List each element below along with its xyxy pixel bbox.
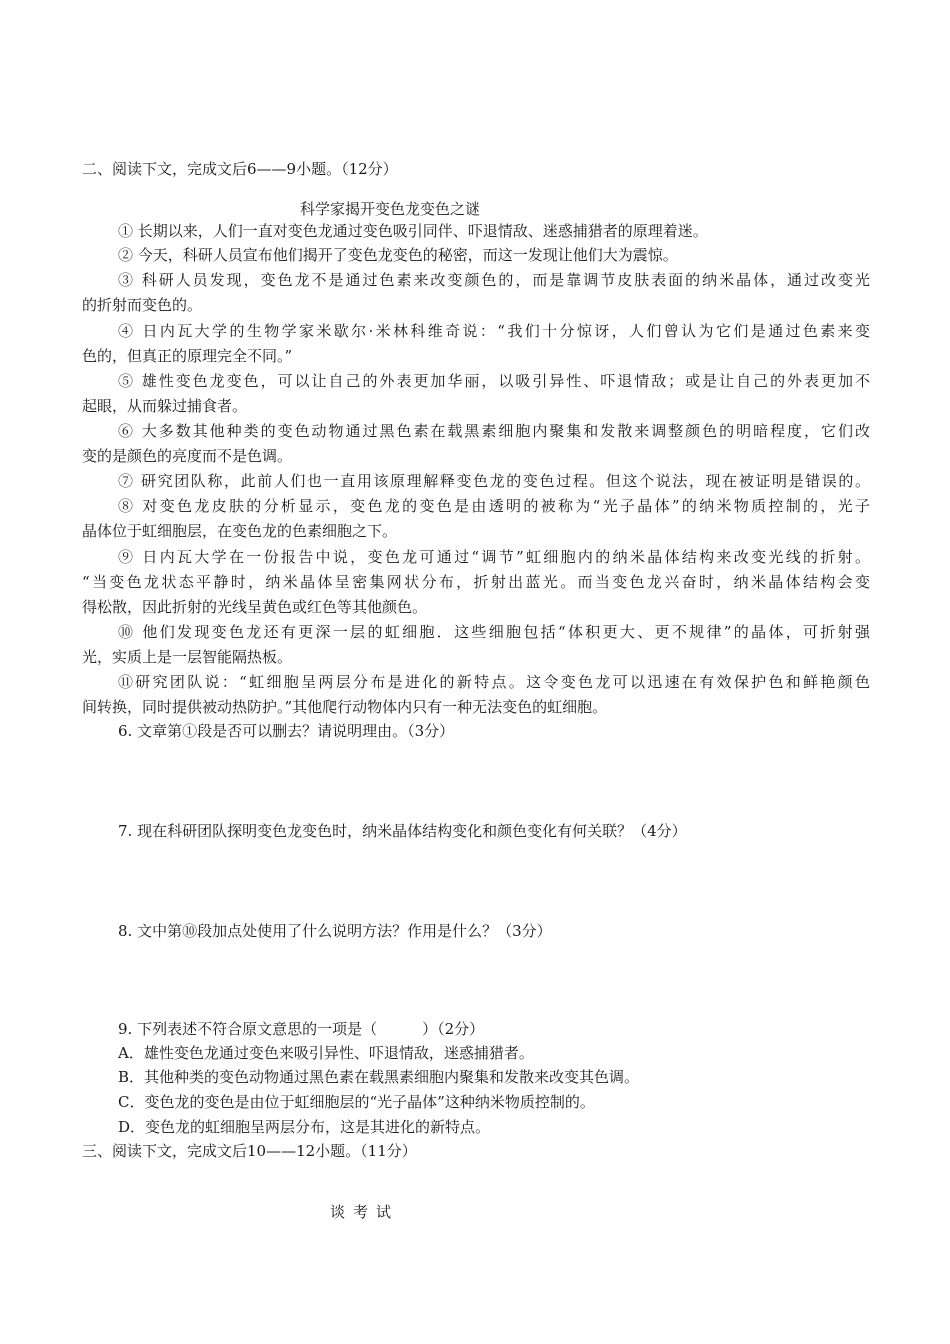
paragraph-8-line-1: ⑧ 对变色龙皮肤的分析显示，变色龙的变色是由透明的被称为“光子晶体”的纳米物质控制的，光子: [118, 497, 870, 515]
paragraph-11-line-1: ⑪研究团队说：“虹细胞呈两层分布是进化的新特点。这令变色龙可以迅速在有效保护色和鲜艳颜色: [118, 673, 870, 691]
paragraph-8-line-2: 晶体位于虹细胞层，在变色龙的色素细胞之下。: [82, 522, 398, 540]
paragraph-5-line-1: ⑤ 雄性变色龙变色，可以让自己的外表更加华丽，以吸引异性、吓退情敌；或是让自己的外表更加不: [118, 372, 870, 390]
paragraph-9-line-2: “当变色龙状态平静时，纳米晶体呈密集网状分布，折射出蓝光。而当变色龙兴奋时，纳米晶体结构会变: [82, 573, 870, 591]
paragraph-10-line-2: 光，实质上是一层智能隔热板。: [82, 648, 293, 666]
paragraph-5-line-2: 起眼，从而躲过捕食者。: [82, 397, 248, 415]
section3-heading: 三、阅读下文，完成文后10——12小题。（11分）: [82, 1142, 417, 1160]
paragraph-4-line-2: 色的，但真正的原理完全不同。”: [82, 347, 293, 365]
paragraph-2: ② 今天，科研人员宣布他们揭开了变色龙变色的秘密，而这一发现让他们大为震惊。: [118, 246, 678, 264]
paragraph-3-line-1: ③ 科研人员发现，变色龙不是通过色素来改变颜色的，而是靠调节皮肤表面的纳米晶体，通过改变光: [118, 271, 870, 289]
paragraph-9-line-1: ⑨ 日内瓦大学在一份报告中说，变色龙可通过“调节”虹细胞内的纳米晶体结构来改变光线的折射。: [118, 548, 870, 566]
option-d: D．变色龙的虹细胞呈两层分布，这是其进化的新特点。: [118, 1118, 491, 1136]
paragraph-4-line-1: ④ 日内瓦大学的生物学家米歇尔·米林科维奇说：“我们十分惊讶，人们曾认为它们是通过色素来变: [118, 322, 870, 340]
question-7: 7. 现在科研团队探明变色龙变色时，纳米晶体结构变化和颜色变化有何关联？（4分）: [118, 822, 687, 840]
option-c: C．变色龙的变色是由位于虹细胞层的“光子晶体”这种纳米物质控制的。: [118, 1093, 595, 1111]
question-8: 8. 文中第⑩段加点处使用了什么说明方法？作用是什么？（3分）: [118, 922, 552, 940]
article-title: 科学家揭开变色龙变色之谜: [300, 200, 481, 218]
paragraph-10-line-1: ⑩ 他们发现变色龙还有更深一层的虹细胞．这些细胞包括“体积更大、更不规律”的晶体，可折射强: [118, 623, 870, 641]
section2-heading: 二、阅读下文，完成文后6——9小题。（12分）: [82, 160, 398, 178]
paragraph-3-line-2: 的折射而变色的。: [82, 296, 203, 314]
paragraph-7: ⑦ 研究团队称，此前人们也一直用该原理解释变色龙的变色过程。但这个说法，现在被证明是错误的。: [118, 472, 870, 490]
paragraph-1: ① 长期以来，人们一直对变色龙通过变色吸引同伴、吓退情敌、迷惑捕猎者的原理着迷。: [118, 222, 708, 240]
paragraph-9-line-3: 得松散，因此折射的光线呈黄色或红色等其他颜色。: [82, 598, 428, 616]
option-a: A．雄性变色龙通过变色来吸引异性、吓退情敌，迷惑捕猎者。: [118, 1044, 534, 1062]
paragraph-6-line-2: 变的是颜色的亮度而不是色调。: [82, 447, 293, 465]
section3-article-title: 谈考试: [330, 1203, 400, 1221]
question-9: 9. 下列表述不符合原文意思的一项是（ ）（2分）: [118, 1020, 485, 1038]
paragraph-6-line-1: ⑥ 大多数其他种类的变色动物通过黑色素在载黑素细胞内聚集和发散来调整颜色的明暗程度，它们改: [118, 422, 870, 440]
question-6: 6. 文章第①段是否可以删去？请说明理由。（3分）: [118, 722, 455, 740]
paragraph-11-line-2: 间转换，同时提供被动热防护。”其他爬行动物体内只有一种无法变色的虹细胞。: [82, 698, 608, 716]
option-b: B．其他种类的变色动物通过黑色素在载黑素细胞内聚集和发散来改变其色调。: [118, 1068, 640, 1086]
